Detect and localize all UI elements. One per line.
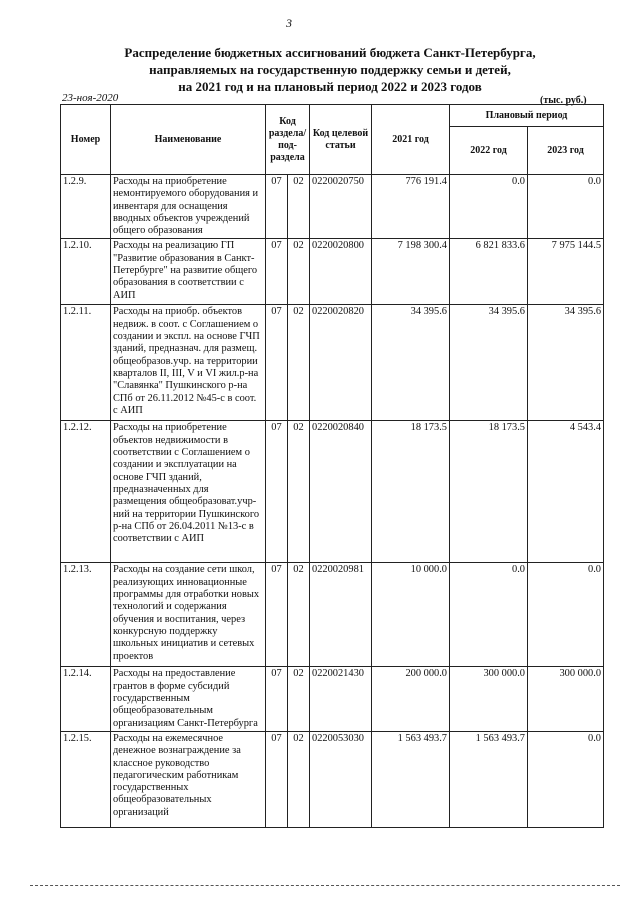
units-label: (тыс. руб.) (540, 95, 587, 106)
header-name: Наименование (111, 105, 266, 175)
row-2023: 0.0 (528, 731, 604, 827)
row-2023: 34 395.6 (528, 305, 604, 421)
header-section: Код раздела/ под-раздела (266, 105, 310, 175)
row-2021: 1 563 493.7 (372, 731, 450, 827)
row-target-code: 0220021430 (310, 667, 372, 731)
row-section: 07 (266, 731, 288, 827)
row-2023: 4 543.4 (528, 421, 604, 563)
row-2021: 18 173.5 (372, 421, 450, 563)
row-2021: 34 395.6 (372, 305, 450, 421)
row-2021: 776 191.4 (372, 175, 450, 239)
title-line: направляемых на государственную поддержку семьи и детей, (149, 62, 511, 77)
table-row (61, 731, 604, 827)
row-2021: 10 000.0 (372, 563, 450, 667)
header-2023: 2023 год (528, 127, 604, 175)
row-2023: 300 000.0 (528, 667, 604, 731)
row-section: 07 (266, 667, 288, 731)
row-name: Расходы на предоставление грантов в форме субсидий государственным общеобразовательным организациям Санкт-Петербурга (111, 667, 266, 731)
header-planned-period: Плановый период (450, 105, 604, 127)
document-date: 23-ноя-2020 (62, 92, 119, 104)
row-subsection: 02 (288, 305, 310, 421)
budget-table (60, 104, 604, 828)
row-2023: 0.0 (528, 563, 604, 667)
row-2022: 18 173.5 (450, 421, 528, 563)
row-2022: 6 821 833.6 (450, 239, 528, 305)
row-name: Расходы на приобретение немонтируемого оборудования и инвентаря для оснащения вводных объектов учреждений общего образования (111, 175, 266, 239)
title-line: Распределение бюджетных ассигнований бюджета Санкт-Петербурга, (124, 45, 536, 60)
table-row (61, 175, 604, 239)
row-section: 07 (266, 239, 288, 305)
row-section: 07 (266, 421, 288, 563)
row-number: 1.2.11. (61, 305, 111, 421)
header-target: Код целевой статьи (310, 105, 372, 175)
row-section: 07 (266, 563, 288, 667)
row-name: Расходы на приобр. объектов недвиж. в соот. с Соглашением о создании и экспл. на основе ГЧП зданий, предназнач. для размещ. общеобразов.учр. на территории кварталов II, III, V и VI жил.р-на "Славянка" Пушкинского р-на СПб от 26.11.2012 №45-с в соот. с АИП (111, 305, 266, 421)
scan-edge-line (30, 885, 620, 886)
row-target-code: 0220020981 (310, 563, 372, 667)
table-row (61, 563, 604, 667)
row-number: 1.2.15. (61, 731, 111, 827)
header-2021: 2021 год (372, 105, 450, 175)
header-number: Номер (61, 105, 111, 175)
document-title (60, 44, 600, 95)
row-name: Расходы на реализацию ГП "Развитие образования в Санкт-Петербурге" на развитие общего образования в соответствии с АИП (111, 239, 266, 305)
row-name: Расходы на приобретение объектов недвижимости в соответствии с Соглашением о создании и эксплуатации на основе ГЧП зданий, предназначенных для размещения общеобразоват.учр-ний на территории Пушкинского р-на СПб от 26.04.2011 №13-с в соответствии с АИП (111, 421, 266, 563)
row-number: 1.2.10. (61, 239, 111, 305)
row-2021: 7 198 300.4 (372, 239, 450, 305)
row-name: Расходы на создание сети школ, реализующих инновационные программы для отработки новых технологий и содержания обучения и воспитания, через конкурсную поддержку школьных инициатив и сетевых проектов (111, 563, 266, 667)
page-number: 3 (286, 16, 292, 30)
table-row (61, 421, 604, 563)
row-2021: 200 000.0 (372, 667, 450, 731)
row-section: 07 (266, 305, 288, 421)
table-row (61, 667, 604, 731)
row-subsection: 02 (288, 421, 310, 563)
row-2022: 0.0 (450, 563, 528, 667)
row-number: 1.2.12. (61, 421, 111, 563)
header-2022: 2022 год (450, 127, 528, 175)
row-2022: 34 395.6 (450, 305, 528, 421)
row-target-code: 0220053030 (310, 731, 372, 827)
table-row (61, 305, 604, 421)
row-subsection: 02 (288, 731, 310, 827)
row-number: 1.2.14. (61, 667, 111, 731)
row-section: 07 (266, 175, 288, 239)
row-subsection: 02 (288, 175, 310, 239)
row-number: 1.2.9. (61, 175, 111, 239)
row-target-code: 0220020800 (310, 239, 372, 305)
table-row (61, 239, 604, 305)
title-line: на 2021 год и на плановый период 2022 и 2023 годов (178, 79, 482, 94)
row-subsection: 02 (288, 563, 310, 667)
row-subsection: 02 (288, 239, 310, 305)
row-target-code: 0220020820 (310, 305, 372, 421)
row-2023: 0.0 (528, 175, 604, 239)
row-target-code: 0220020840 (310, 421, 372, 563)
row-2022: 0.0 (450, 175, 528, 239)
row-name: Расходы на ежемесячное денежное вознаграждение за классное руководство педагогическим работникам государственных общеобразовательных организаций (111, 731, 266, 827)
row-subsection: 02 (288, 667, 310, 731)
row-target-code: 0220020750 (310, 175, 372, 239)
row-2022: 300 000.0 (450, 667, 528, 731)
row-number: 1.2.13. (61, 563, 111, 667)
row-2023: 7 975 144.5 (528, 239, 604, 305)
row-2022: 1 563 493.7 (450, 731, 528, 827)
